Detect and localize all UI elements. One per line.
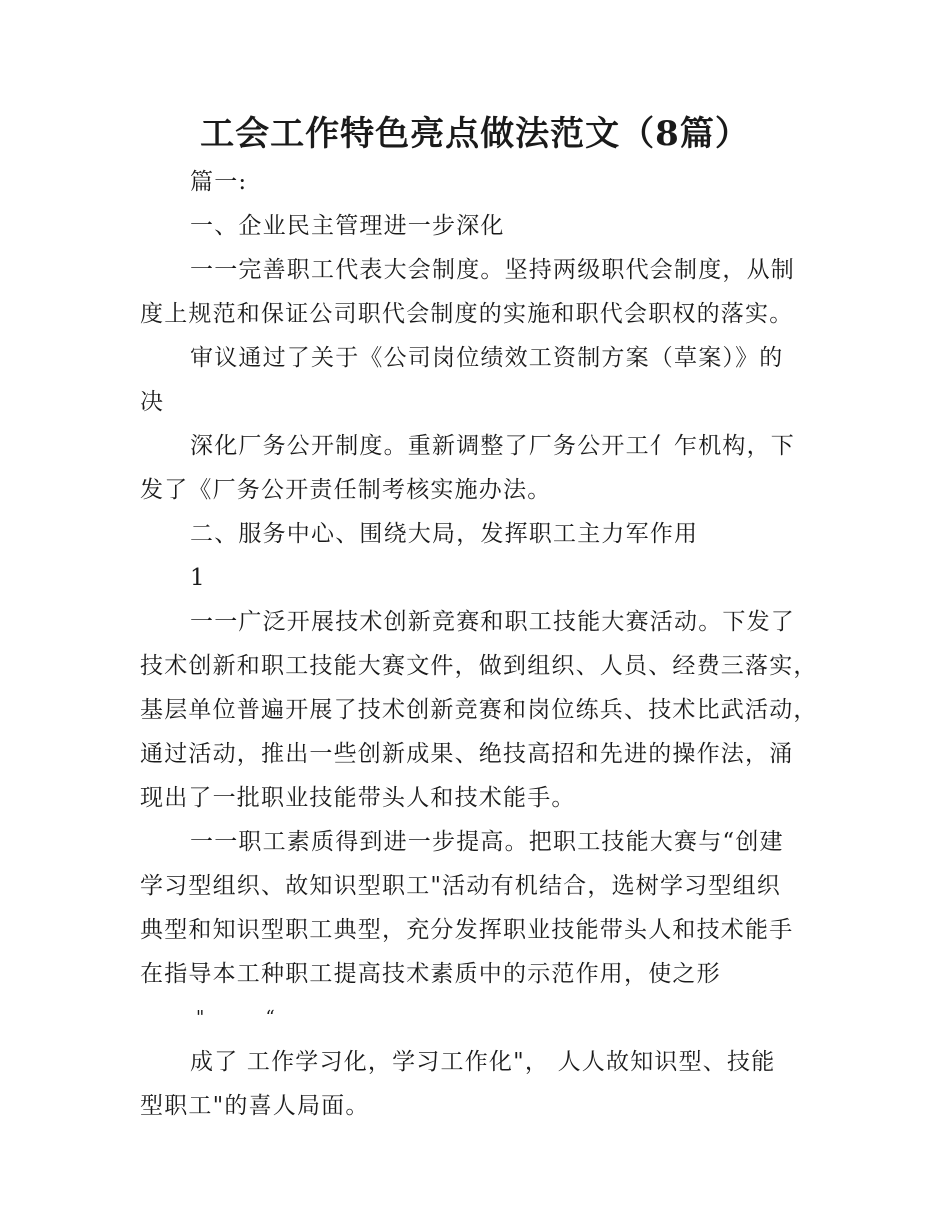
paragraph-line: 发了《厂务公开责任制考核实施办法。 xyxy=(140,477,552,503)
paragraph-line: 技术创新和职工技能大赛文件，做到组织、人员、经费三落实， xyxy=(140,653,818,679)
paragraph-line: 在指导本工种职工提高技术素质中的示范作用，使之形 xyxy=(140,961,721,987)
stray-mark: " xyxy=(196,1007,206,1028)
paragraph-line: 现出了一批职业技能带头人和技术能手。 xyxy=(140,785,576,811)
paragraph-line: 篇一: xyxy=(190,169,248,195)
paragraph-line: 一一完善职工代表大会制度。坚持两级职代会制度，从制 xyxy=(190,257,795,283)
paragraph-line: 成了 工作学习化，学习工作化"， 人人故知识型、技能 xyxy=(190,1049,776,1075)
stray-mark: “ xyxy=(265,1007,276,1028)
paragraph-line: 典型和知识型职工典型，充分发挥职业技能带头人和技术能手 xyxy=(140,917,794,943)
paragraph-line: 决 xyxy=(140,389,165,415)
paragraph-line: 基层单位普遍开展了技术创新竞赛和岗位练兵、技术比武活动， xyxy=(140,697,818,723)
stray-quote-marks xyxy=(140,996,830,1040)
paragraph-line: 一一职工素质得到进一步提高。把职工技能大赛与“创建 xyxy=(190,829,784,855)
paragraph-line: 深化厂务公开制度。重新调整了厂务公开工亻乍机构，下 xyxy=(190,433,795,459)
paragraph-line: 通过活动，推出一些创新成果、绝技高招和先进的操作法，涌 xyxy=(140,741,794,767)
paragraph-line: 审议通过了关于《公司岗位绩效工资制方案（草案）》的 xyxy=(190,345,784,371)
paragraph-line: 一一广泛开展技术创新竞赛和职工技能大赛活动。下发了 xyxy=(190,609,795,635)
document-title: 工会工作特色亮点做法范文（8篇） xyxy=(200,114,750,154)
paragraph-line: 1 xyxy=(190,565,206,591)
paragraph-line: 型职工"的喜人局面。 xyxy=(140,1093,370,1119)
section-heading: 一、企业民主管理进一步深化 xyxy=(190,213,505,239)
paragraph-line: 学习型组织、故知识型职工"活动有机结合，选树学习型组织 xyxy=(140,873,781,899)
section-heading: 二、服务中心、围绕大局，发挥职工主力军作用 xyxy=(190,521,699,547)
paragraph-line: 度上规范和保证公司职代会制度的实施和职代会职权的落实。 xyxy=(140,301,794,327)
document-body xyxy=(140,160,830,1128)
